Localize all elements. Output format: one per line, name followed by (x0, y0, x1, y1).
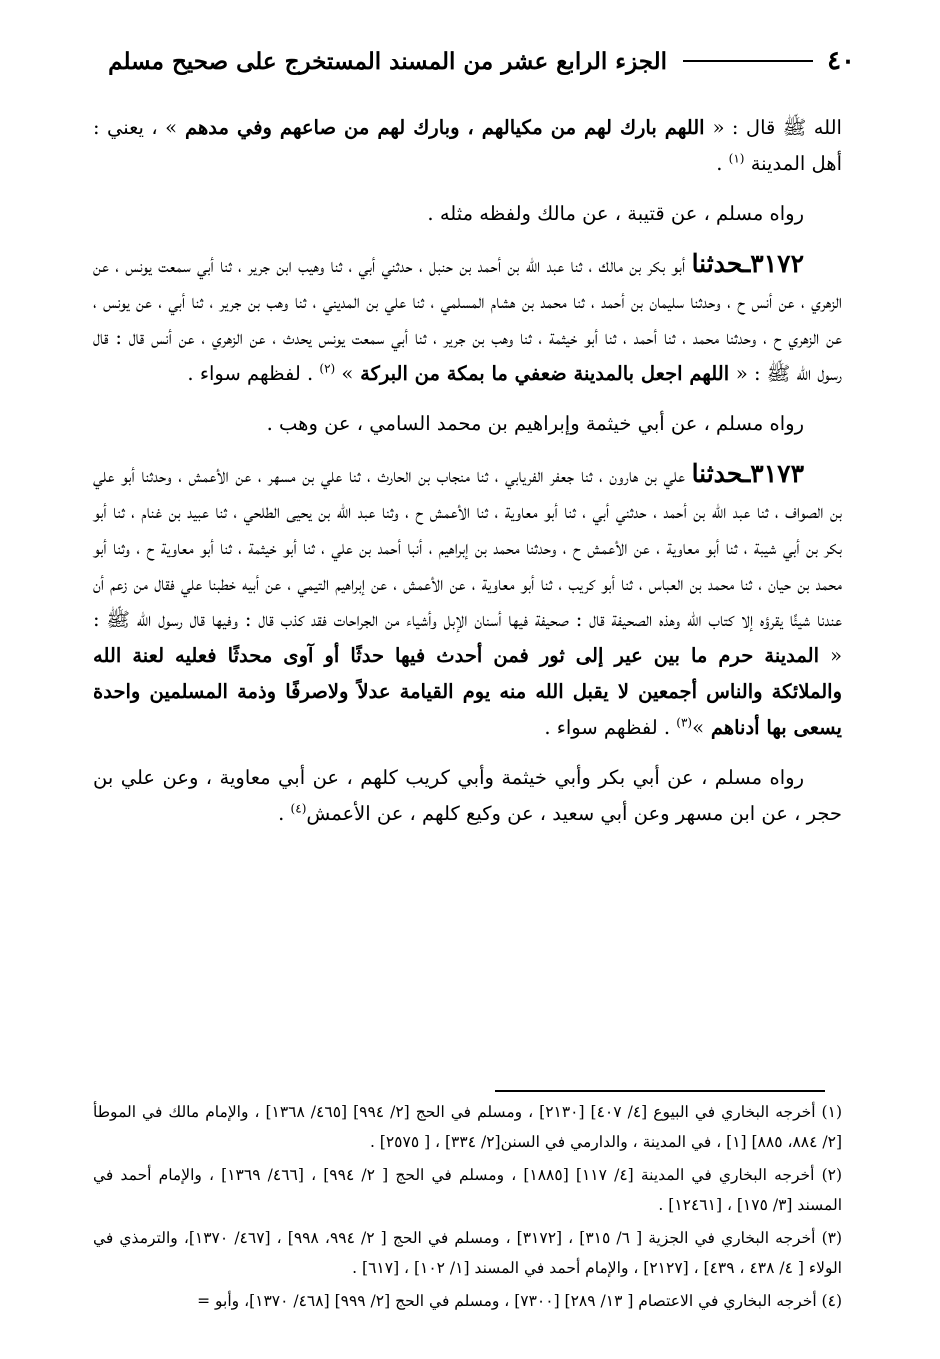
text-run: . لفظهم سواء . (187, 362, 320, 385)
paragraph-riwayah-2: رواه مسلم ، عن أبي خيثمة وإبراهيم بن محمد السامي ، عن وهب . (266, 412, 804, 435)
footnote-marker: (٣) (676, 715, 693, 730)
text-run: » (341, 362, 354, 385)
footnotes (93, 1097, 842, 1319)
hadith-3173 (93, 456, 842, 746)
text-run: . (278, 802, 291, 825)
paragraph-riwayah-3 (93, 760, 842, 832)
footnote-1: (١) أخرجه البخاري في البيوع [٤/ ٤٠٧] [٢١٣٠] ، ومسلم في الحج [٢/ ٩٩٤] [٤٦٥/ ١٣٦٨] ، والإمام مالك في الموطأ [٢/ ٨٨٤، ٨٨٥] [١] ، في المدينة ، والدارمي في السنن[٢/ ٣٣٤] ، [ ٢٥٧٥] . (93, 1103, 842, 1151)
page-number: ٤٠ (827, 46, 855, 76)
running-title: الجزء الرابع عشر من المسند المستخرج على صحيح مسلم (108, 47, 668, 75)
isnad-text: أبو بكر بن مالك ، ثنا عبد الله بن أحمد بن حنبل ، حدثني أبي ، ثنا وهيب ابن جرير ، ثنا أبي سمعت يونس ، عن الزهري ، عن أنس ح ، وحدثنا سليمان بن أحمد ، ثنا محمد بن هشام المسلمي ، ثنا علي بن المديني ، ثنا وهب بن جرير ، ثنا أبي ، عن يونس ، عن الزهري ح ، وحدثنا محمد ، ثنا أحمد ، ثنا أبو خيثمة ، ثنا وهب بن جرير ، ثنا أبي سمعت يونس يحدث ، عن الزهري ، عن أنس قال : قال رسول الله ﷺ : « (93, 254, 842, 385)
footnote-marker: (٤) (290, 801, 307, 816)
text-run: الله ﷺ قال : « (712, 116, 842, 139)
footnote-marker: (١) (728, 151, 745, 166)
running-header (95, 40, 855, 82)
hadith-quote: اللهم اجعل بالمدينة ضعفي ما بمكة من البركة (353, 362, 736, 385)
footnote-3: (٣) أخرجه البخاري في الجزية [ ٦/ ٣١٥] ، [٣١٧٢] ، ومسلم في الحج [ ٢/ ٩٩٤، ٩٩٨] ، [٤٦٧/ ١٣٧٠]، والترمذي في الولاء [ ٤/ ٤٣٨ ، ٤٣٩] ، [٢١٢٧] ، والإمام أحمد في المسند [١/ ١٠٢] ، [٦١٧] . (93, 1229, 843, 1277)
text-run: . (716, 152, 729, 175)
header-rule (683, 60, 813, 62)
footnote-rule (495, 1090, 825, 1092)
text-run: » (692, 716, 705, 739)
text-run: رواه مسلم ، عن أبي بكر وأبي خيثمة وأبي كريب كلهم ، عن أبي معاوية ، وعن علي بن حجر ، عن ابن مسهر وعن أبي سعيد ، عن وكيع كلهم ، عن الأعمش (93, 766, 842, 825)
hadith-quote: المدينة حرم ما بين عير إلى ثور فمن أحدث فيها حدثًا أو آوى محدثًا فعليه لعنة الله والملائكة والناس أجمعين لا يقبل الله منه يوم القيامة عدلاً ولاصرفًا وذمة المسلمين واحدة يسعى بها أدناهم (93, 644, 842, 739)
paragraph-riwayah-1: رواه مسلم ، عن قتيبة ، عن مالك ولفظه مثله . (427, 202, 804, 225)
hadith-number: ٣١٧٢ (750, 249, 804, 278)
text-run: » ، يعني : أهل المدينة (93, 116, 842, 175)
text-run: . لفظهم سواء . (544, 716, 677, 739)
hadith-quote: اللهم بارك لهم من مكيالهم ، وبارك لهم من صاعهم وفي مدهم (177, 116, 713, 139)
paragraph-continuation (93, 110, 842, 182)
footnote-4: (٤) أخرجه البخاري في الاعتصام [ ١٣/ ٢٨٩] [٧٣٠٠] ، ومسلم في الحج [٢/ ٩٩٩] [٤٦٨/ ١٣٧٠]، وأبو = (197, 1292, 842, 1310)
hadith-heading: ـحدثنا (691, 459, 751, 488)
hadith-heading: ـحدثنا (691, 249, 751, 278)
footnote-2: (٢) أخرجه البخاري في المدينة [٤/ ١١٧] [١٨٨٥] ، ومسلم في الحج [ ٢/ ٩٩٤] ، [٤٦٦/ ١٣٦٩] ، والإمام أحمد في المسند [٣/ ١٧٥] ، [١٢٤٦١] . (93, 1166, 843, 1214)
hadith-number: ٣١٧٣ (750, 459, 804, 488)
isnad-text: علي بن هارون ، ثنا جعفر الفريابي ، ثنا منجاب بن الحارث ، ثنا علي بن مسهر ، عن الأعمش ، وحدثنا أبو علي بن الصواف ، ثنا عبد الله بن أحمد ، حدثني أبي ، ثنا أبو معاوية ، ثنا الأعمش ح ، وثنا عبد الله بن يحيى الطلحي ، ثنا عبيد بن غنام ، ثنا أبو بكر بن أبي شيبة ، ثنا أبو معاوية ، عن الأعمش ح ، وحدثنا محمد بن إبراهيم ، أنبا أحمد بن علي ، ثنا أبو خيثمة ، ثنا أبو معاوية ح ، وثنا أبو محمد بن حيان ، ثنا محمد بن العباس ، ثنا أبو كريب ، ثنا أبو معاوية ، عن الأعمش ، عن إبراهيم التيمي ، عن أبيه خطبنا علي فقال من زعم أن عندنا شيئًا يقرؤه إلا كتاب الله وهذه الصحيفة قال : صحيفة فيها أسنان الإبل وأشياء من الجراحات فقد كذب قال : وفيها قال رسول الله ﷺ : « (93, 464, 842, 667)
main-text (93, 110, 842, 832)
hadith-3172 (93, 246, 842, 392)
footnote-marker: (٢) (319, 361, 336, 376)
